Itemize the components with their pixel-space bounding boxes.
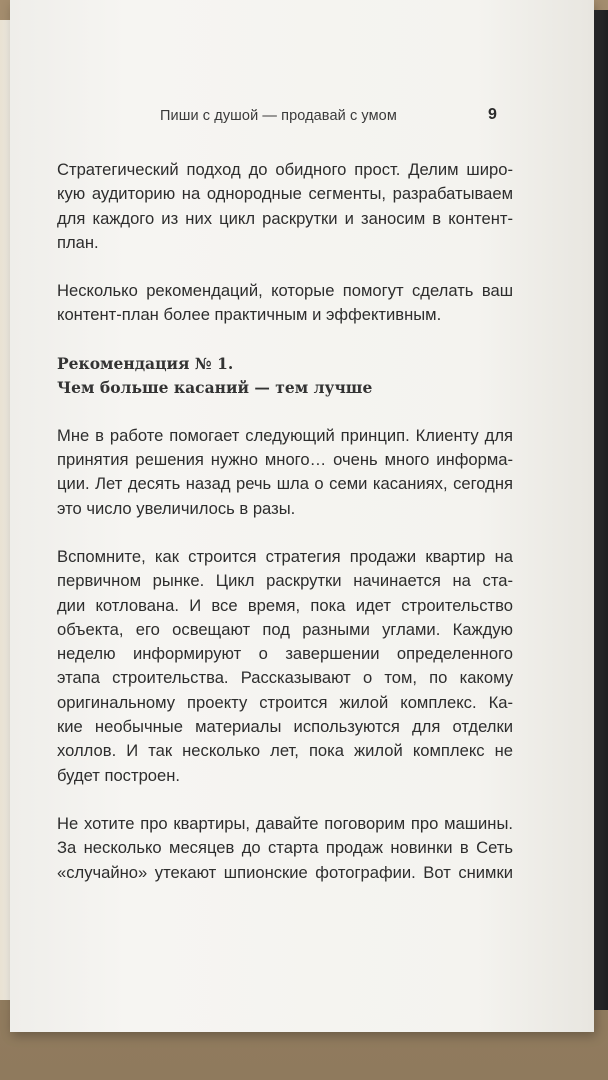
text-line: «случайно» утекают шпионские фотографии. Вот снимки: [57, 862, 513, 882]
text-line: оригинальному проекту строится жилой комплекс. Ка-: [57, 692, 513, 712]
page-number: 9: [488, 106, 497, 123]
paragraph-1: [57, 158, 513, 255]
paragraph-3: [57, 424, 513, 521]
page-header: [10, 108, 594, 132]
text-line: Стратегический подход до обидного прост. Делим широ-: [57, 160, 513, 179]
heading-subtitle: Чем больше касаний — тем лучше: [57, 377, 373, 397]
running-head: Пиши с душой — продавай с умом: [160, 108, 397, 124]
paragraph-4: [57, 545, 513, 788]
text-line: Не хотите про квартиры, давайте поговорим про машины.: [57, 813, 513, 833]
text-line: дии котлована. И все время, пока идет строительство: [57, 595, 513, 615]
text-line: план.: [57, 232, 99, 252]
text-line: будет построен.: [57, 765, 181, 785]
text-line: ции. Лет десять назад речь шла о семи касаниях, сегодня: [57, 474, 513, 494]
paragraph-2: [57, 279, 513, 328]
text-line: кую аудиторию на однородные сегменты, разрабатываем: [57, 184, 513, 204]
text-line: Мне в работе помогает следующий принцип. Клиенту для: [57, 425, 513, 445]
body-text: [57, 158, 513, 909]
paragraph-5: [57, 812, 513, 885]
text-line: принятия решения нужно много… очень много информа-: [57, 450, 513, 470]
heading-title: Рекомендация № 1.: [57, 353, 234, 373]
text-line: объекта, его освещают под разными углами. Каждую: [57, 619, 513, 639]
book-page: [10, 0, 594, 1032]
text-line: контент-план более практичным и эффективным.: [57, 305, 442, 325]
text-line: За несколько месяцев до старта продаж новинки в Сеть: [57, 838, 513, 858]
text-line: кие необычные материалы используются для отделки: [57, 717, 513, 737]
text-line: холлов. И так несколько лет, пока жилой комплекс не: [57, 741, 513, 761]
text-line: это число увеличилось в разы.: [57, 498, 296, 518]
text-line: для каждого из них цикл раскрутки и заносим в контент-: [57, 208, 513, 228]
text-line: первичном рынке. Цикл раскрутки начинается на ста-: [57, 571, 513, 591]
text-line: неделю информируют о завершении определенного: [57, 644, 513, 664]
text-line: Вспомните, как строится стратегия продажи квартир на: [57, 546, 513, 566]
section-heading: [57, 352, 513, 400]
text-line: этапа строительства. Рассказывают о том, по какому: [57, 668, 513, 688]
text-line: Несколько рекомендаций, которые помогут сделать ваш: [57, 281, 513, 301]
